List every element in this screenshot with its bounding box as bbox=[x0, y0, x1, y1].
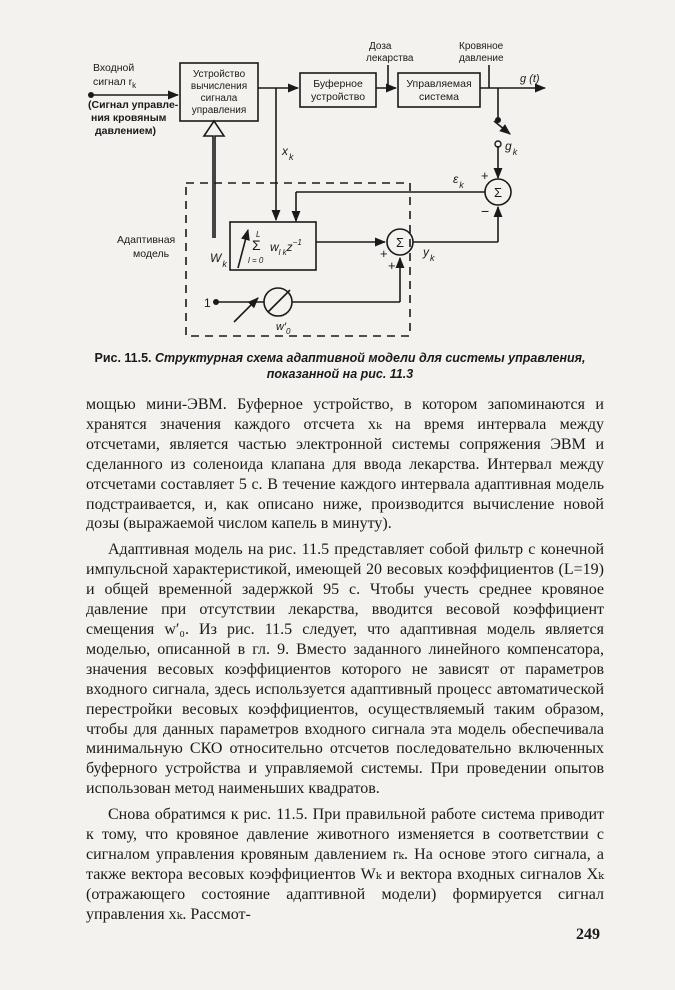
page-number: 249 bbox=[576, 926, 600, 943]
output-label: g (t) bbox=[520, 73, 540, 85]
plant-line-1: Управляемая bbox=[406, 78, 472, 90]
pressure-label-1: Кровяное bbox=[459, 41, 504, 52]
filter-l0: l = 0 bbox=[248, 256, 264, 265]
wk-label: $W_k$ bbox=[210, 251, 227, 269]
body-text bbox=[86, 395, 604, 925]
figure-caption bbox=[75, 350, 605, 382]
w0-label: $w'_0$ bbox=[276, 321, 291, 336]
sum1-plus: + bbox=[481, 168, 489, 183]
input-note-3: давлением) bbox=[95, 125, 156, 137]
sum1-symbol: Σ bbox=[493, 185, 503, 200]
dose-label-1: Доза bbox=[369, 41, 392, 52]
figure-number: Рис. 11.5. bbox=[94, 351, 152, 365]
weights-arrow bbox=[204, 121, 224, 238]
controller-line-1: Устройство bbox=[192, 69, 246, 80]
bias-one: 1 bbox=[204, 296, 211, 310]
filter-sigma: Σ bbox=[252, 237, 261, 253]
yk-label: $y_k$ bbox=[423, 245, 435, 263]
xk-label: $x_k$ bbox=[282, 144, 294, 162]
sum2-symbol: Σ bbox=[395, 235, 405, 250]
plant-line-2: система bbox=[419, 91, 459, 103]
sum1-minus: − bbox=[481, 203, 490, 219]
input-label-1: Входной bbox=[93, 62, 135, 74]
figure-caption-text: Структурная схема адаптивной модели для системы управления, показанной на рис. 11.3 bbox=[155, 351, 586, 381]
ek-label: $\varepsilon_k$ bbox=[453, 172, 464, 190]
filter-L: L bbox=[256, 230, 261, 239]
sum2-plus-left: + bbox=[380, 246, 388, 261]
input-note-1: (Сигнал управле- bbox=[88, 99, 179, 111]
paragraph-1: мощью мини-ЭВМ. Буферное устройство, в котором запоминаются и хранятся значения каждого отсчета xₖ на время интервала между отсчетами, является частью электронной системы сопряжения ЭВМ и сделанного из соленоида клапана для ввода лекарства. Интервал между отсчетами составляет 5 с. В течение каждого интервала адаптивная модель подстраивается, и, как описано ниже, производится вычисление новой дозы (выражаемой числом капель в минуту). bbox=[86, 396, 604, 533]
adaptive-label-2: модель bbox=[133, 248, 170, 260]
gk-label: $g_k$ bbox=[505, 139, 518, 157]
controller-line-3: сигнала bbox=[200, 93, 238, 104]
sum2-plus-bottom: + bbox=[388, 258, 396, 273]
filter-w: $w_{l k}z^{-1}$ bbox=[270, 238, 302, 257]
buffer-line-1: Буферное bbox=[313, 78, 363, 90]
dose-label-2: лекарства bbox=[366, 53, 414, 64]
adaptive-label-1: Адаптивная bbox=[117, 234, 176, 246]
pressure-label-2: давление bbox=[459, 53, 504, 64]
controller-line-4: управления bbox=[191, 105, 247, 116]
block-diagram bbox=[0, 0, 675, 345]
buffer-line-2: устройство bbox=[310, 91, 366, 103]
input-label-2: сигнал $r_k$ bbox=[93, 76, 137, 90]
controller-line-2: вычисления bbox=[190, 81, 248, 92]
paragraph-3: Снова обратимся к рис. 11.5. При правильной работе система приводит к тому, что кровяное давление животного изменяется в соответствии с сигналом управления кровяным давлением rₖ. На основе этого сигнала, а также вектора весовых коэффициентов Wₖ и вектора входных сигналов Xₖ (отражающего состояние адаптивной модели) формируется сигнал управления xₖ. Рассмот- bbox=[86, 806, 604, 923]
paragraph-2: Адаптивная модель на рис. 11.5 представляет собой фильтр с конечной импульсной характеристикой, имеющей 20 весовых коэффициентов (L=19) и общей временно́й задержкой 95 с. Чтобы учесть среднее кровяное давление при отсутствии лекарства, вводится весовой коэффициент смещения w′₀. Из рис. 11.5 следует, что адаптивная модель является моделью, описанной в гл. 9. Вместо заданного линейного компенсатора, значения весовых коэффициентов которого не зависят от параметров входного сигнала, здесь используется адаптивный процесс автоматической перестройки весовых коэффициентов, осуществляемый таким образом, чтобы для данных параметров входного сигнала эта модель обеспечивала минимальную СКО относительно отсчетов последовательно включенных буферного устройства и управляемой системы. При проведении опытов использован метод наименьших квадратов. bbox=[86, 541, 604, 798]
input-note-2: ния кровяным bbox=[91, 112, 167, 124]
